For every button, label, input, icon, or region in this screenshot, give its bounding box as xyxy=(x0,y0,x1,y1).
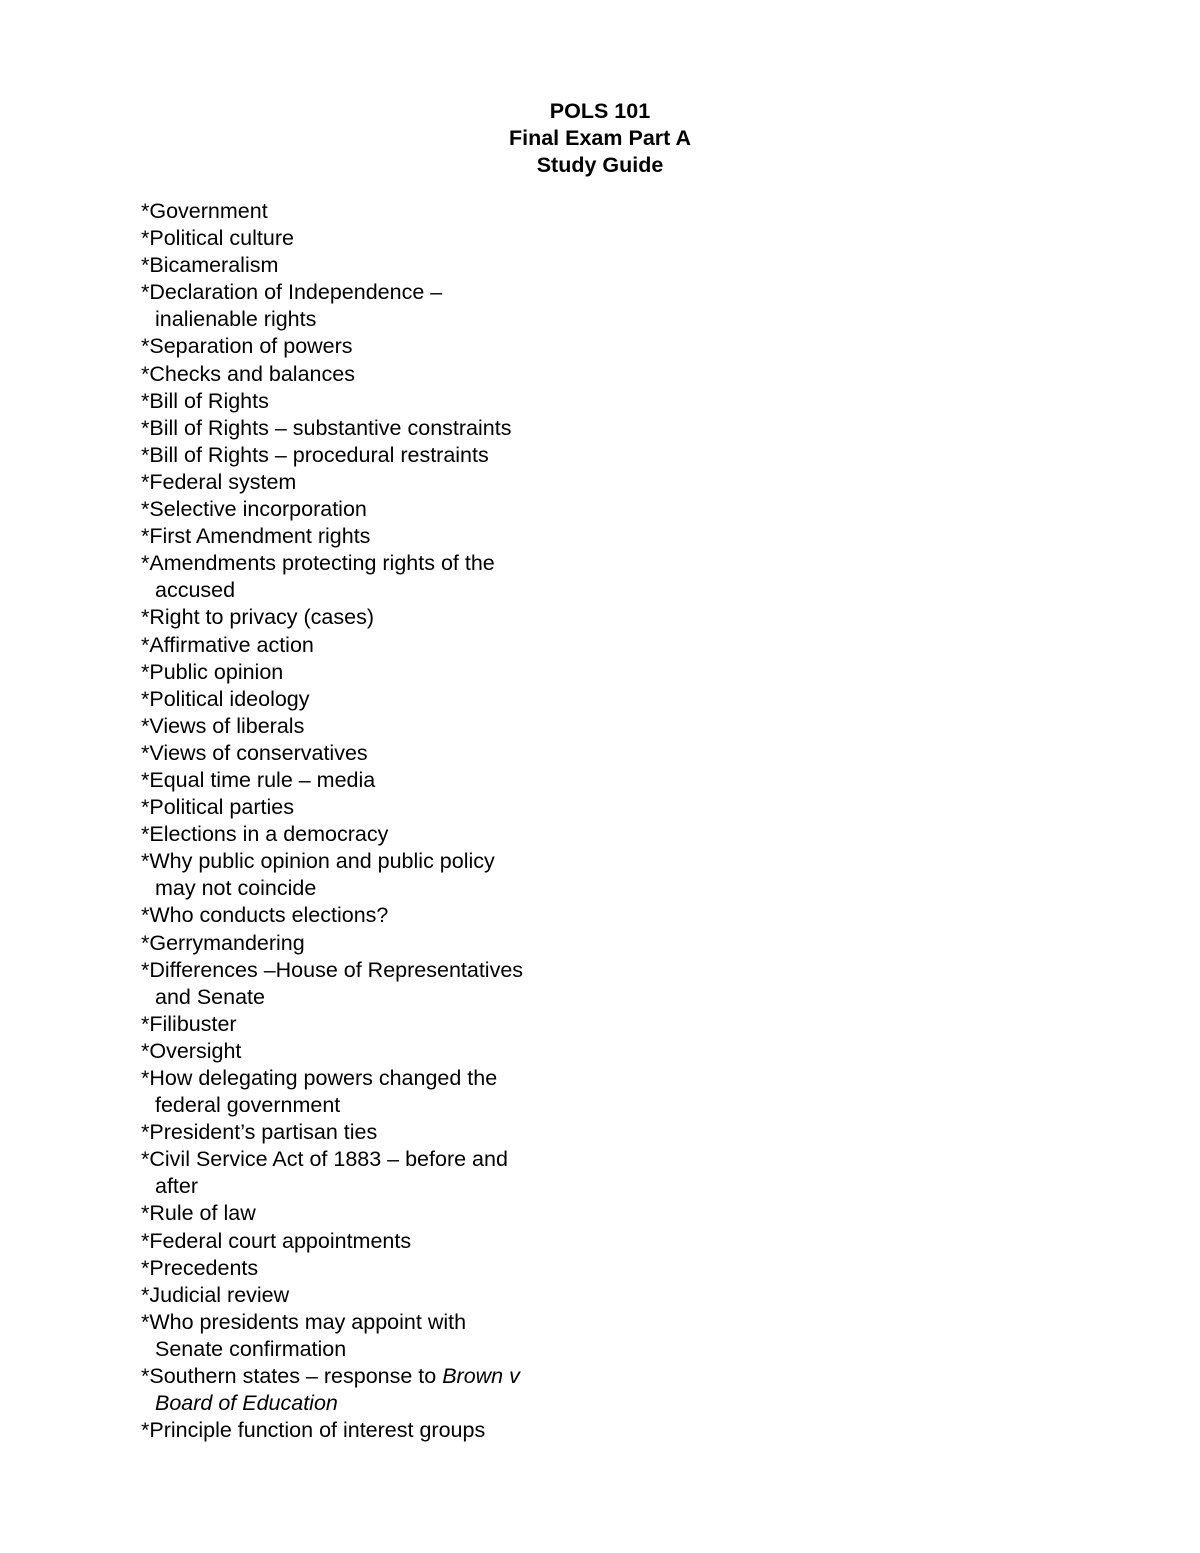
topic-item: *Bill of Rights – procedural restraints xyxy=(141,442,489,467)
topic-item: *Differences –House of Representatives and Senate xyxy=(141,957,524,1009)
topic-item: *Precedents xyxy=(141,1255,259,1280)
topic-item: *Views of liberals xyxy=(141,713,305,738)
topic-item: *Bicameralism xyxy=(141,253,279,278)
topic-item: *Federal system xyxy=(141,469,297,494)
topic-item: *Who conducts elections? xyxy=(141,903,389,928)
topic-item: *Bill of Rights – substantive constraints xyxy=(141,415,512,440)
topic-item: *Bill of Rights xyxy=(141,388,269,413)
topic-item: *Political parties xyxy=(141,795,294,820)
topic-item: *Gerrymandering xyxy=(141,930,305,955)
topic-item: *Civil Service Act of 1883 – before and after xyxy=(141,1147,508,1199)
topic-item: *Views of conservatives xyxy=(141,740,368,765)
topic-item: *Political culture xyxy=(141,226,294,251)
topic-item: *Oversight xyxy=(141,1038,242,1063)
course-title: POLS 101 xyxy=(549,99,651,123)
topic-item: *Who presidents may appoint with Senate confirmation xyxy=(141,1309,467,1361)
topic-item: *Checks and balances xyxy=(141,361,355,386)
topic-item: *How delegating powers changed the federal government xyxy=(141,1066,498,1118)
topic-item: *First Amendment rights xyxy=(141,524,371,549)
topic-item: *Elections in a democracy xyxy=(141,822,389,847)
topic-item: *Southern states – response to Brown v Board of Education xyxy=(141,1364,520,1416)
topic-item: *Principle function of interest groups xyxy=(141,1418,486,1443)
topic-item: *Selective incorporation xyxy=(141,497,367,522)
topic-item: *Affirmative action xyxy=(141,632,314,657)
topic-item: *Political ideology xyxy=(141,686,310,711)
guide-title: Study Guide xyxy=(536,153,664,177)
topic-item: *President’s partisan ties xyxy=(141,1120,378,1145)
case-name-italic-cont: Board of Education xyxy=(155,1391,338,1416)
topic-item: *Rule of law xyxy=(141,1201,256,1226)
topic-item: *Public opinion xyxy=(141,659,284,684)
exam-title: Final Exam Part A xyxy=(508,126,691,150)
topic-item: *Judicial review xyxy=(141,1282,290,1307)
topic-item: *Amendments protecting rights of the accused xyxy=(141,551,495,603)
topic-item: *Filibuster xyxy=(141,1011,237,1036)
topic-item: *Federal court appointments xyxy=(141,1228,412,1253)
topic-item: *Right to privacy (cases) xyxy=(141,605,374,630)
topic-item: *Separation of powers xyxy=(141,334,353,359)
case-name-italic: Brown v xyxy=(442,1364,520,1389)
topic-item: *Equal time rule – media xyxy=(141,767,376,792)
topic-item: *Why public opinion and public policy may not coincide xyxy=(141,849,495,901)
topic-item: *Declaration of Independence – inalienable rights xyxy=(141,280,443,332)
document-header xyxy=(0,98,1200,179)
study-topics-list xyxy=(141,198,841,1444)
topic-item: *Government xyxy=(141,199,268,223)
